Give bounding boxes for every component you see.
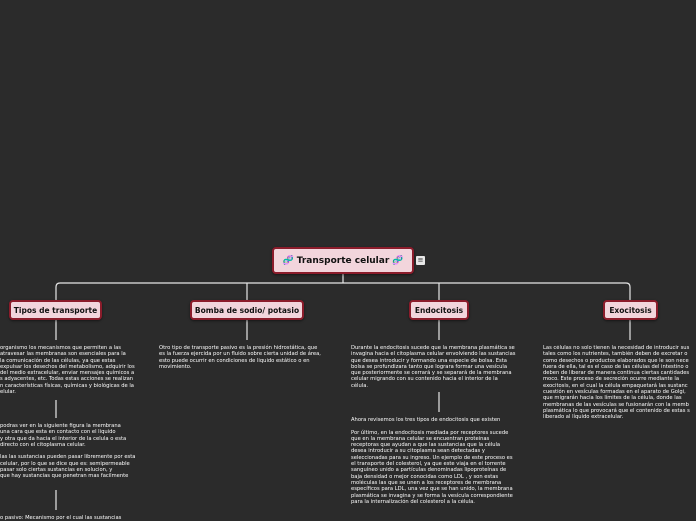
topic-label: Exocitosis: [609, 305, 652, 315]
notes-icon[interactable]: ≡: [417, 256, 424, 264]
note-tipos-pasivo: o pasivo: Mecanismo por el cual las sustancias: [0, 515, 122, 521]
topic-bomba-sodio-potasio[interactable]: [190, 300, 304, 320]
central-topic-transporte-celular[interactable]: [272, 247, 414, 274]
note-endocitosis-tipos: Ahora revisemos los tres tipos de endocitosis que existen Por último, en la endocitosis mediada por receptores sucede que en la membrana celular se encuentran proteinas receptoras que ayudan a que las sustancias que la célula desea introducir a su citoplasma sean detectadas y seleccionadas para su ingreso. Un ejemplo de este proceso es el transporte del colesterol, ya que este viaja en el torrente sanguíneo unido a partículas denominadas lipoproteínas de baja densidad o mejor conocidas como LDL , y son estas moléculas las que se unen a los receptores de membrana específicos para LDL, una vez que se han unido, la membrana plasmática se invagina y se forma la vesícula correspondiente para la internalización del colesterol a la célula.: [351, 417, 513, 505]
connector-branch-bar: [56, 283, 630, 300]
note-tipos-membrana: podras ver en la siguiente figura la membrana una cara que esta en contacto con el liquido y otra que da hacia el interior de la celula o esta directo con el citoplasma celular. las las sustancias pueden pasar libremente por esta celular, por lo que se dice que es: semipermeable pasar solo ciertas sustancias en solucion, y que hay sustancias que penetran mas facilmente: [0, 423, 136, 480]
central-topic-label: Transporte celular: [296, 255, 390, 266]
topic-label: Endocitosis: [414, 305, 464, 315]
topic-label: Tipos de transporte: [13, 305, 98, 315]
topic-endocitosis[interactable]: [409, 300, 469, 320]
topic-exocitosis[interactable]: [603, 300, 658, 320]
dna-icon: 🧬: [392, 255, 404, 266]
dna-icon: 🧬: [282, 255, 294, 266]
note-bomba: Otro tipo de transporte pasivo es la presión hidrostática, que es la fuerza ejercida por un fluido sobre cierta unidad de área, esto puede ocurrir en condiciones de liquido estático o en movimiento.: [159, 345, 321, 370]
note-endocitosis-intro: Durante la endocitosis sucede que la membrana plasmática se invagina hacia el citoplasma celular envolviendo las sustancias que desea introducir y formando una especie de bolsa. Esta bolsa se profundizara tanto que lograra formar una vesícula que posteriormente se cerrará y se separará de la membrana celular migrando con su contenido hacia el interior de la célula.: [351, 345, 516, 389]
topic-tipos-de-transporte[interactable]: [9, 300, 102, 320]
topic-label: Bomba de sodio/ potasio: [194, 305, 300, 315]
note-exocitosis: Las células no solo tienen la necesidad de introducir sus tales como los nutrientes, también deben de excretar o como desechos o productos elaborados que le son nece fuera de ella, tal es el caso de las células del intestino o deben de liberar de manera continua ciertas cantidades moco. Este proceso de secreción ocurre mediante la exocitosis, en el cual la célula empaquetará las sustanc cuestión en vesículas formadas en el aparato de Golgi, que migrarán hacia los límites de la célula, donde las membranas de las vesículas se fusionarán con la memb plasmática lo que provocará que el contenido de estas s liberado al líquido extracelular.: [543, 345, 690, 421]
note-tipos-intro: organismo los mecanismos que permiten a las atravesar las membranas son esenciales para la la comunicación de las células, ya que estas expulsar los desechos del metabolismo, adquirir los del medio extracelular, enviar mensajes químicos a s adyacentes, etc. Todas estas acciones se realizan n características físicas, químicas y biológicas de la elular.: [0, 345, 135, 396]
